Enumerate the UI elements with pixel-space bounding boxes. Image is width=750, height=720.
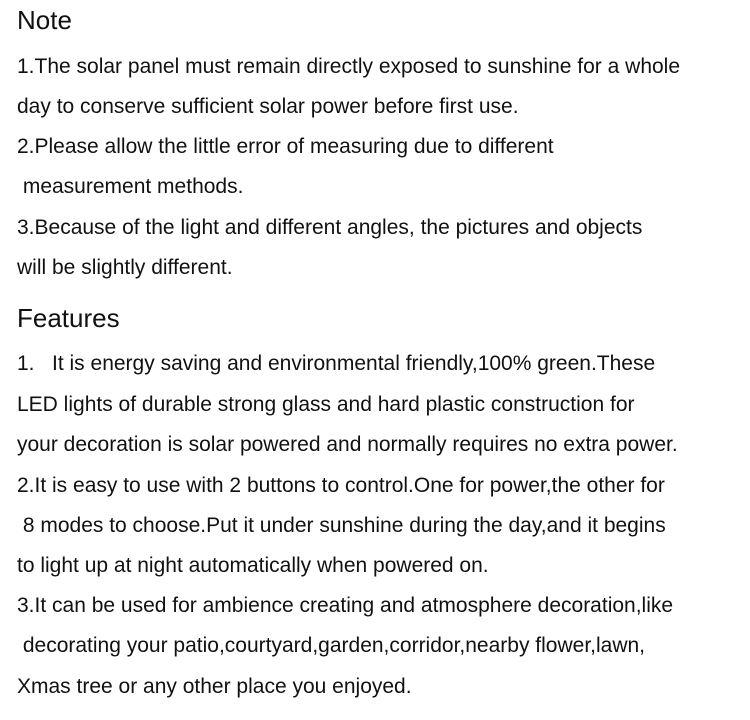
features-line-9: Xmas tree or any other place you enjoyed. xyxy=(17,675,412,698)
note-line-6: will be slightly different. xyxy=(17,256,233,279)
features-heading: Features xyxy=(17,303,120,333)
note-line-3: 2.Please allow the little error of measuring due to different xyxy=(17,135,554,158)
note-line-1: 1.The solar panel must remain directly exposed to sunshine for a whole xyxy=(17,55,681,78)
note-heading: Note xyxy=(17,5,72,35)
features-line-5: 8 modes to choose.Put it under sunshine during the day,and it begins xyxy=(17,514,666,537)
note-line-4: measurement methods. xyxy=(17,175,244,198)
features-line-3: your decoration is solar powered and normally requires no extra power. xyxy=(17,433,678,456)
features-line-1: 1. It is energy saving and environmental friendly,100% green.These xyxy=(17,352,656,375)
note-line-2: day to conserve sufficient solar power before first use. xyxy=(17,95,519,118)
note-line-5: 3.Because of the light and different angles, the pictures and objects xyxy=(17,216,643,239)
features-line-7: 3.It can be used for ambience creating and atmosphere decoration,like xyxy=(17,594,674,617)
features-line-6: to light up at night automatically when powered on. xyxy=(17,554,489,577)
features-line-8: decorating your patio,courtyard,garden,corridor,nearby flower,lawn, xyxy=(17,634,646,657)
features-line-2: LED lights of durable strong glass and hard plastic construction for xyxy=(17,393,635,416)
features-line-4: 2.It is easy to use with 2 buttons to control.One for power,the other for xyxy=(17,474,665,497)
